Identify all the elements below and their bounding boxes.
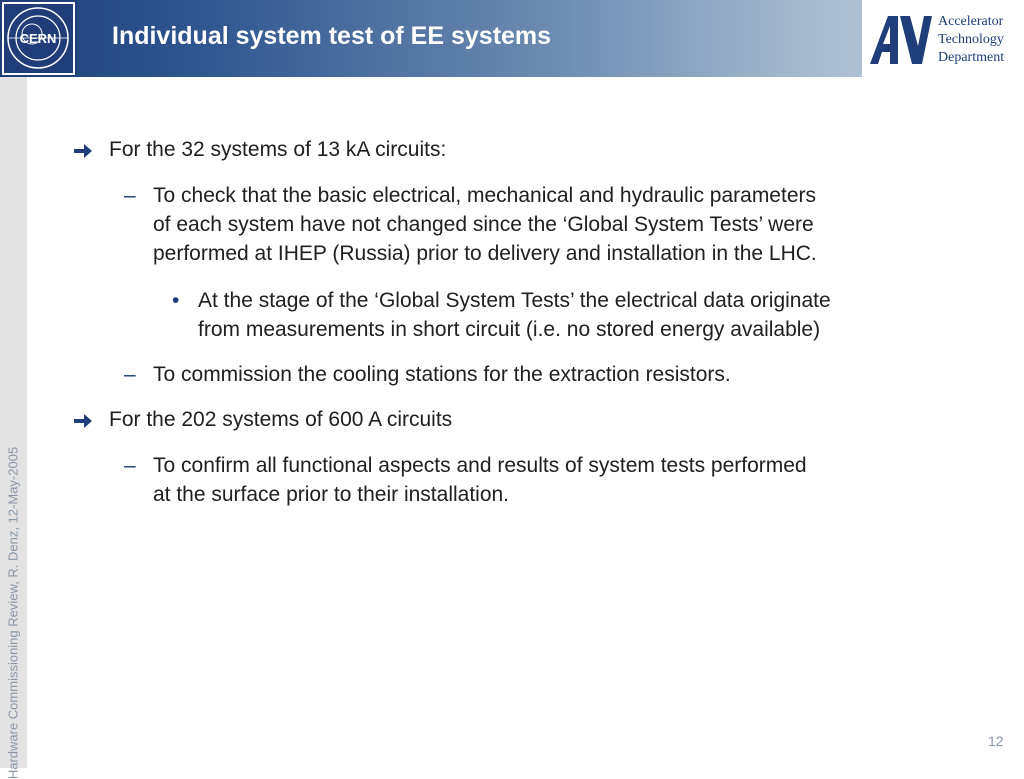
sub-bullet-text-line: To confirm all functional aspects and results of system tests performed xyxy=(153,454,807,477)
arrow-bullet-icon xyxy=(73,143,93,159)
sub-sub-bullet-text-line: from measurements in short circuit (i.e. no stored energy available) xyxy=(198,318,821,341)
footer-text: Hardware Commissioning Review, R. Denz, 12-May-2005 xyxy=(5,446,21,779)
slide-title: Individual system test of EE systems xyxy=(112,22,552,50)
dot-marker: • xyxy=(172,289,180,312)
sub-bullet-text-line: To check that the basic electrical, mechanical and hydraulic parameters xyxy=(153,184,816,207)
bullet-text: For the 32 systems of 13 kA circuits: xyxy=(109,138,447,161)
arrow-bullet-icon xyxy=(73,413,93,429)
cern-logo-text: CERN xyxy=(19,31,57,46)
dash-marker: – xyxy=(124,454,136,477)
sub-bullet-text: To commission the cooling stations for the extraction resistors. xyxy=(153,363,731,386)
sub-bullet-text-line: at the surface prior to their installation. xyxy=(153,483,510,506)
page-number: 12 xyxy=(988,733,1004,749)
sub-bullet-text-line: of each system have not changed since the ‘Global System Tests’ were xyxy=(153,213,814,236)
bullet-text: For the 202 systems of 600 A circuits xyxy=(109,408,453,431)
department-logo-line: Accelerator xyxy=(938,14,1004,29)
department-logo-line: Technology xyxy=(938,32,1004,47)
dash-marker: – xyxy=(124,184,136,207)
sub-sub-bullet-text-line: At the stage of the ‘Global System Tests’ the electrical data originate xyxy=(198,289,831,312)
dash-marker: – xyxy=(124,363,136,386)
department-logo-line: Department xyxy=(938,50,1005,65)
sub-bullet-text-line: performed at IHEP (Russia) prior to delivery and installation in the LHC. xyxy=(153,242,817,265)
